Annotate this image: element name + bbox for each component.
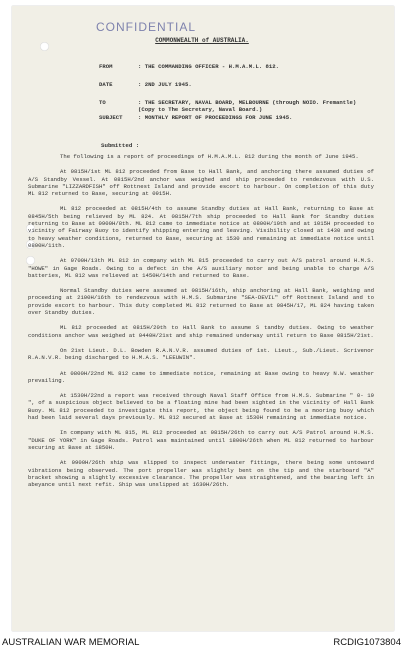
report-paragraph: At 0800H/22nd ML 812 came to immediate notice, remaining at Base owing to heavy N.W. weather prevailing. bbox=[28, 369, 374, 384]
footer-source: AUSTRALIAN WAR MEMORIAL bbox=[2, 637, 140, 648]
header-value: : MONTHLY REPORT OF PROCEEDINGS FOR JUNE 1945. bbox=[138, 114, 293, 121]
report-paragraph: At 0700H/13th ML 812 in company with ML 815 proceeded to carry out A/S patrol around H.M.S. "HOWE" in Gage Roads. Owing to a defect in the A/S auxiliary motor and being unable to charge A/S batteries, ML 812 was relieved at 1450H/14th and returned to Base. bbox=[28, 257, 374, 279]
header-label: FROM bbox=[99, 63, 113, 70]
submitted-label: Submitted : bbox=[101, 142, 140, 149]
header-value: : THE COMMANDING OFFICER - H.M.A.M.L. 812. bbox=[138, 63, 279, 70]
report-paragraph: The following is a report of proceedings of H.M.A.M.L. 812 during the month of June 1945. bbox=[60, 153, 359, 160]
report-paragraph: On 21st Lieut. D.L. Bowden R.A.N.V.R. assumed duties of 1st. Lieut., Sub./Lieut. Scrivenor R.A.N.V.R. being discharged to H.M.A.S. "LEEUWIN". bbox=[28, 346, 374, 362]
report-paragraph: At 0815H/1st ML 812 proceeded from Base to Hall Bank, and anchoring there assumed duties of A/S Standby Vessel. At 0815H/2nd anchor was weighed and ship proceeded to rendezvous with U.S. Submarine "LIZZARDFISH" off Rottnest Island and provide escort to harbour. On completion of this duty ML 812 returned to Base, securing at 0915H. bbox=[28, 168, 374, 198]
report-paragraph: At 0900H/26th ship was slipped to inspect underwater fittings, there being some untoward vibrations being observed. The port propeller was slightly bent on the tip and the starboard "A" bracket showing a slightly excessive clearance. The propeller was straightened, and the bearing left in abeyance until next refit. Ship was unslipped at 1630H/26th. bbox=[28, 459, 374, 489]
document-heading: COMMONWEALTH of AUSTRALIA. bbox=[155, 37, 249, 44]
footer-record-id: RCDIG1073804 bbox=[333, 637, 401, 648]
report-paragraph: Normal Standby duties were assumed at 0815H/16th, ship anchoring at Hall Bank, weighing and proceeding at 2100H/16th to rendezvous with H.M.S. Submarine "SEA-DEVIL" off Rottnest Island and to provide escort to harbour. This duty completed ML 812 returned to Base at 0845H/17, ML 824 having taken over Standby duties. bbox=[28, 287, 374, 317]
report-paragraph: At 1530H/22nd a report was received through Naval Staff Office from H.M.S. Submarine " 0- 19 ", of a suspicious object believed to be a floating mine had been sighted in the vicinity of Hall Bank Buoy. ML 812 proceeded to investigate this report, the object being found to be a mooring buoy which had been laid several days previously. ML 812 secured at Base at 1530H remaining at immediate notice. bbox=[28, 392, 374, 422]
header-label: DATE bbox=[99, 81, 113, 88]
header-label: SUBJECT bbox=[99, 114, 123, 121]
confidential-stamp: CONFIDENTIAL bbox=[96, 20, 197, 34]
header-label: TO bbox=[99, 99, 106, 106]
report-paragraph: In company with ML 815, ML 812 proceeded at 0815H/26th to carry out A/S Patrol around H.M.S. "DUKE OF YORK" in Gage Roads. Patrol was maintained until 1800H/26th when ML 812 returned to harbour securing at Base at 1850H. bbox=[28, 429, 374, 451]
report-paragraph: ML 812 proceeded at 0815H/20th to Hall Bank to assume S tandby duties. Owing to weather conditions anchor was weighed at 0440H/21st and ship remained underway until return to Base 0815H/21st. bbox=[28, 324, 374, 339]
report-paragraph: ML 812 proceeded at 0815H/4th to assume Standby duties at Hall Bank, returning to Base at 0845H/5th being relieved by ML 824. At 0815H/7th ship proceeded to Hall Bank for Standby duties returning to Base at 0900H/8th. ML 812 came to immediate notice at 0800H/10th and at 1015H proceeded to vicinity of Fairway Buoy to identify shipping entering and leaving. Visibility closed at 1430 and owing to heavy weather conditions, returned to Base, securing at 1530 and remaining at immediate notice until 0800H/11th. bbox=[28, 205, 374, 249]
header-value: : 2ND JULY 1945. bbox=[138, 81, 192, 88]
report-body bbox=[28, 153, 374, 496]
header-value: : THE SECRETARY, NAVAL BOARD, MELBOURNE (through NOIO. Fremantle) (Copy to The Secretary, Naval Board.) bbox=[138, 99, 357, 114]
